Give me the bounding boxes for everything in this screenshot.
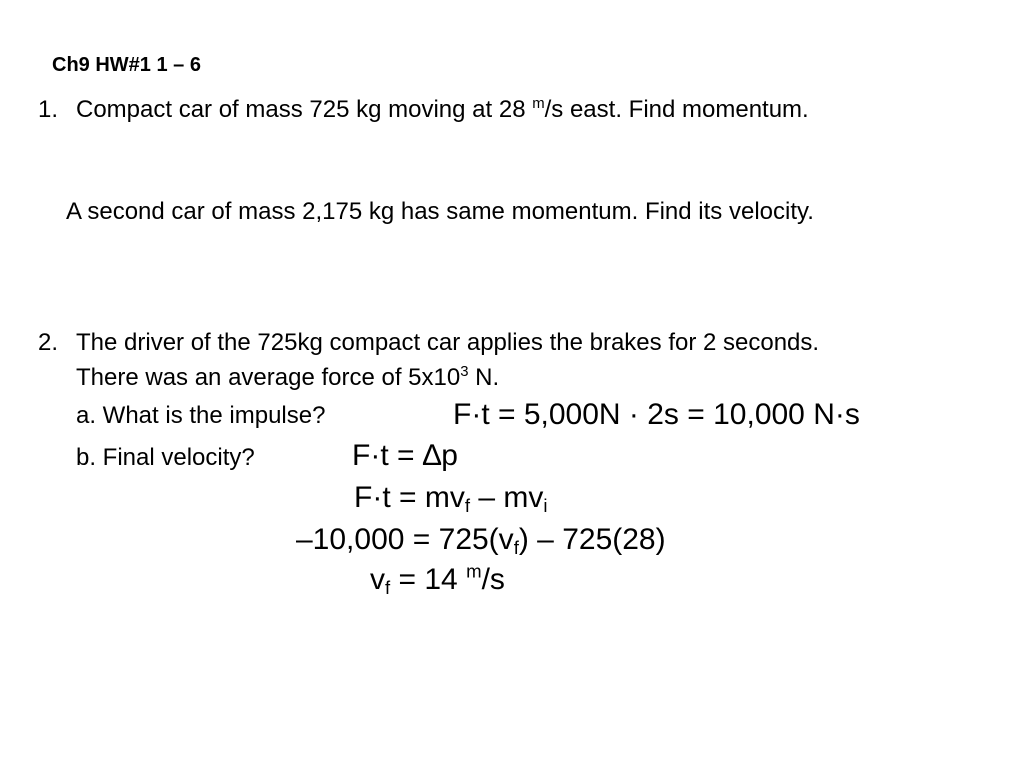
equation-4 — [370, 560, 505, 599]
equation-1: F·t = ∆p — [352, 439, 458, 472]
equation-2-a: F·t = mv — [354, 481, 465, 514]
problem-1-number: 1. — [38, 96, 59, 123]
problem-1-text-b: /s east. Find momentum. — [544, 96, 809, 123]
equation-3-a: –10,000 = 725(v — [296, 523, 514, 556]
part-b-label: b. Final velocity? — [76, 444, 255, 471]
problem-1-text-a: Compact car of mass 725 kg moving at 28 — [76, 96, 533, 123]
problem-2-number: 2. — [38, 329, 59, 356]
equation-3-b: ) – 725(28) — [518, 523, 666, 556]
problem-2-line-2-a: There was an average force of 5x10 — [76, 364, 461, 391]
problem-2-line-2-sup: 3 — [460, 363, 469, 380]
equation-2-sub-i: i — [543, 495, 548, 517]
equation-2 — [354, 481, 548, 517]
equation-4-unit-sup: m — [466, 560, 482, 582]
equation-4-sub-f: f — [385, 577, 391, 599]
part-a-answer: F·t = 5,000N · 2s = 10,000 N·s — [453, 398, 860, 431]
problem-1-second-car: A second car of mass 2,175 kg has same momentum. Find its velocity. — [66, 198, 814, 225]
page-title: Ch9 HW#1 1 – 6 — [52, 54, 201, 76]
problem-1 — [38, 95, 809, 123]
part-a-label: a. What is the impulse? — [76, 402, 326, 429]
equation-2-sub-f: f — [464, 495, 471, 517]
problem-2-line-1 — [38, 331, 819, 355]
equation-2-b: – mv — [470, 481, 544, 514]
problem-2-line-2-b: N. — [468, 364, 500, 391]
problem-2-line-1-text: The driver of the 725kg compact car applies the brakes for 2 seconds. — [76, 329, 820, 356]
equation-4-b: = 14 — [390, 563, 467, 596]
equation-4-c: /s — [481, 563, 505, 596]
equation-4-a: v — [370, 563, 385, 596]
equation-3 — [296, 523, 666, 559]
problem-1-unit-sup: m — [532, 95, 545, 112]
equation-3-sub-f: f — [513, 537, 519, 559]
problem-2-line-2 — [76, 363, 500, 391]
